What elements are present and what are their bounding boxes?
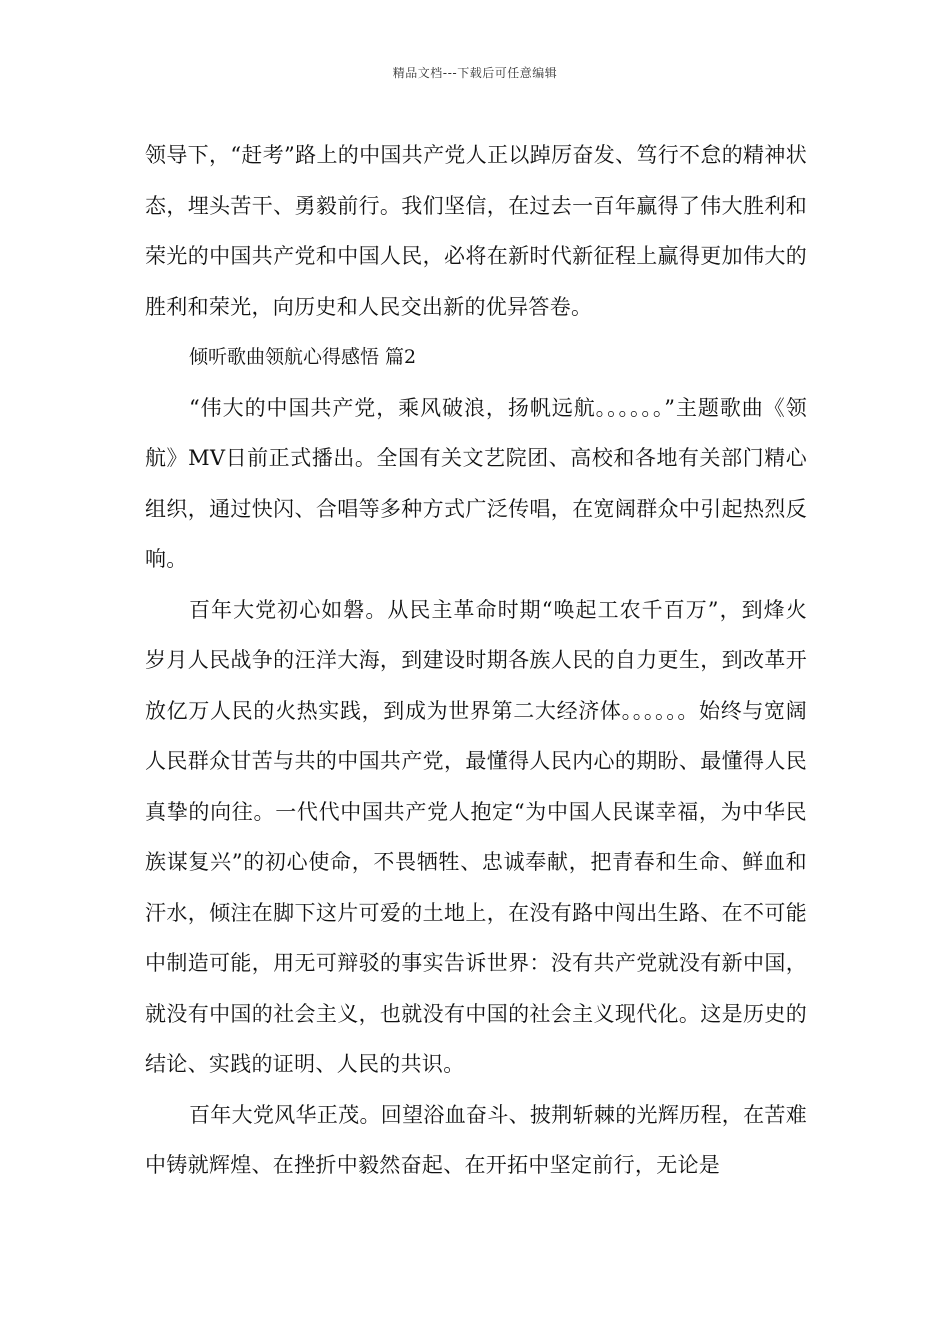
section-heading: 倾听歌曲领航心得感悟 篇2 bbox=[189, 346, 417, 368]
paragraph-original-aspiration: 百年大党初心如磐。从民主革命时期“唤起工农千百万”，到烽火岁月人民战争的汪洋大海，到建设时期各族人民的自力更生，到改革开放亿万人民的火热实践，到成为世界第二大经济体。。。。。。始终与宽阔人民群众甘苦与共的中国共产党，最懂得人民内心的期盼、最懂得人民真挚的向往。一代代中国共产党人抱定“为中国人民谋幸福，为中华民族谋复兴”的初心使命，不畏牺牲、忠诚奉献，把青春和生命、鲜血和汗水，倾注在脚下这片可爱的土地上，在没有路中闯出生路、在不可能中制造可能，用无可辩驳的事实告诉世界：没有共产党就没有新中国，就没有中国的社会主义，也就没有中国的社会主义现代化。这是历史的结论、实践的证明、人民的共识。 bbox=[145, 597, 807, 1076]
page-header: 精品文档---下载后可任意编辑 bbox=[392, 66, 558, 80]
paragraph-continuation: 领导下，“赶考”路上的中国共产党人正以踔厉奋发、笃行不怠的精神状态，埋头苦干、勇毅前行。我们坚信，在过去一百年赢得了伟大胜利和荣光的中国共产党和中国人民，必将在新时代新征程上赢得更加伟大的胜利和荣光，向历史和人民交出新的优异答卷。 bbox=[145, 143, 807, 319]
paragraph-flourishing: 百年大党风华正茂。回望浴血奋斗、披荆斩棘的光辉历程，在苦难中铸就辉煌、在挫折中毅然奋起、在开拓中坚定前行，无论是 bbox=[145, 1102, 807, 1177]
paragraph-song-intro: “伟大的中国共产党，乘风破浪，扬帆远航。。。。。。”主题歌曲《领航》MV日前正式播出。全国有关文艺院团、高校和各地有关部门精心组织，通过快闪、合唱等多种方式广泛传唱，在宽阔群众中引起热烈反响。 bbox=[145, 395, 807, 571]
document-body bbox=[145, 130, 807, 1191]
